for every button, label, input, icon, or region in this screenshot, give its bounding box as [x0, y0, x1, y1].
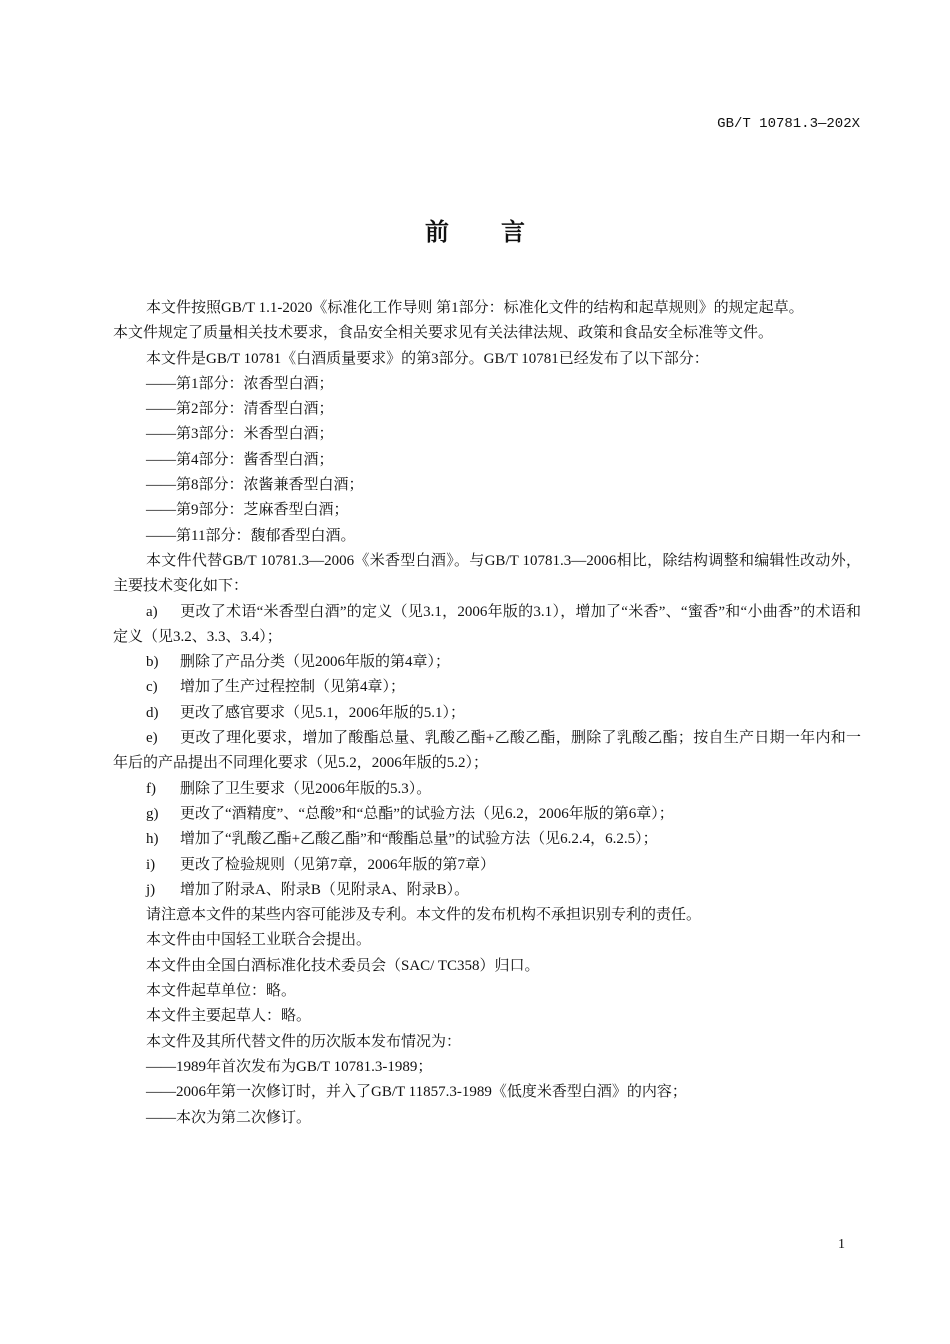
list-item: ——第11部分：馥郁香型白酒。 — [146, 527, 356, 544]
change-item — [113, 878, 861, 903]
item-text: 更改了术语“米香型白酒”的定义（见3.1，2006年版的3.1），增加了“米香”、“蜜香”和“小曲香”的术语和定义（见3.2、3.3、3.4）； — [113, 603, 862, 645]
item-label: f) — [146, 780, 156, 797]
change-item — [113, 650, 861, 675]
item-label: c) — [146, 679, 158, 696]
change-item — [113, 726, 861, 777]
list-item: ——第9部分：芝麻香型白酒； — [146, 502, 349, 519]
paragraph: 本文件起草单位：略。 — [146, 983, 297, 1000]
item-text: 更改了感官要求（见5.1，2006年版的5.1）； — [180, 704, 466, 721]
item-label: a) — [146, 603, 158, 620]
change-item — [113, 600, 861, 651]
list-item: ——第2部分：清香型白酒； — [146, 401, 334, 418]
list-item: ——第4部分：酱香型白酒； — [146, 451, 334, 468]
change-item — [113, 853, 861, 878]
item-label: d) — [146, 704, 159, 721]
paragraph: 本文件由全国白酒标准化技术委员会（SAC/ TC358）归口。 — [146, 957, 540, 974]
page-title: 前言 — [425, 218, 577, 246]
item-label: j) — [146, 881, 156, 898]
item-text: 更改了“酒精度”、“总酸”和“总酯”的试验方法（见6.2，2006年版的第6章）； — [180, 805, 674, 822]
paragraph: 本文件主要起草人：略。 — [146, 1008, 312, 1025]
item-label: g) — [146, 805, 159, 822]
paragraph: 本文件及其所代替文件的历次版本发布情况为： — [146, 1033, 462, 1050]
change-item — [113, 827, 861, 852]
item-text: 更改了检验规则（见第7章，2006年版的第7章） — [180, 856, 496, 873]
item-text: 增加了生产过程控制（见第4章）； — [180, 679, 406, 696]
list-item: ——第8部分：浓酱兼香型白酒； — [146, 477, 364, 494]
change-item — [113, 777, 861, 802]
paragraph: 本文件按照GB/T 1.1-2020《标准化工作导则 第1部分：标准化文件的结构和起草规则》的规定起草。 — [146, 300, 804, 316]
paragraph: 本文件由中国轻工业联合会提出。 — [146, 932, 372, 949]
paragraph: 本文件是GB/T 10781《白酒质量要求》的第3部分。GB/T 10781已经发布了以下部分： — [146, 350, 709, 367]
paragraph: 本文件代替GB/T 10781.3—2006《米香型白酒》。与GB/T 10781.3—2006相比，除结构调整和编辑性改动外，主要技术变化如下： — [113, 552, 861, 595]
history-item: ——2006年第一次修订时，并入了GB/T 11857.3-1989《低度米香型白酒》的内容； — [146, 1084, 687, 1101]
change-item — [113, 701, 861, 726]
paragraph: 请注意本文件的某些内容可能涉及专利。本文件的发布机构不承担识别专利的责任。 — [146, 907, 702, 924]
document-code-header: GB/T 10781.3—202X — [717, 116, 860, 132]
item-label: b) — [146, 654, 159, 671]
page-number: 1 — [838, 1237, 845, 1252]
item-text: 删除了产品分类（见2006年版的第4章）； — [180, 654, 451, 671]
list-item: ——第1部分：浓香型白酒； — [146, 375, 334, 392]
history-item: ——1989年首次发布为GB/T 10781.3-1989； — [146, 1058, 433, 1075]
change-item — [113, 802, 861, 827]
history-item: ——本次为第二次修订。 — [146, 1109, 312, 1126]
item-text: 增加了“乳酸乙酯+乙酸乙酯”和“酸酯总量”的试验方法（见6.2.4，6.2.5）； — [180, 831, 658, 848]
item-label: e) — [146, 730, 158, 747]
item-label: i) — [146, 856, 156, 873]
change-item — [113, 675, 861, 700]
item-label: h) — [146, 831, 159, 848]
item-text: 增加了附录A、附录B（见附录A、附录B）。 — [180, 881, 470, 898]
foreword-body — [113, 296, 861, 1131]
list-item: ——第3部分：米香型白酒； — [146, 426, 334, 443]
item-text: 删除了卫生要求（见2006年版的5.3）。 — [180, 780, 432, 797]
item-text: 更改了理化要求，增加了酸酯总量、乳酸乙酯+乙酸乙酯，删除了乳酸乙酯；按自生产日期一年内和一年后的产品提出不同理化要求（见5.2，2006年版的5.2）； — [113, 730, 861, 772]
paragraph: 本文件规定了质量相关技术要求，食品安全相关要求见有关法律法规、政策和食品安全标准等文件。 — [113, 325, 774, 342]
